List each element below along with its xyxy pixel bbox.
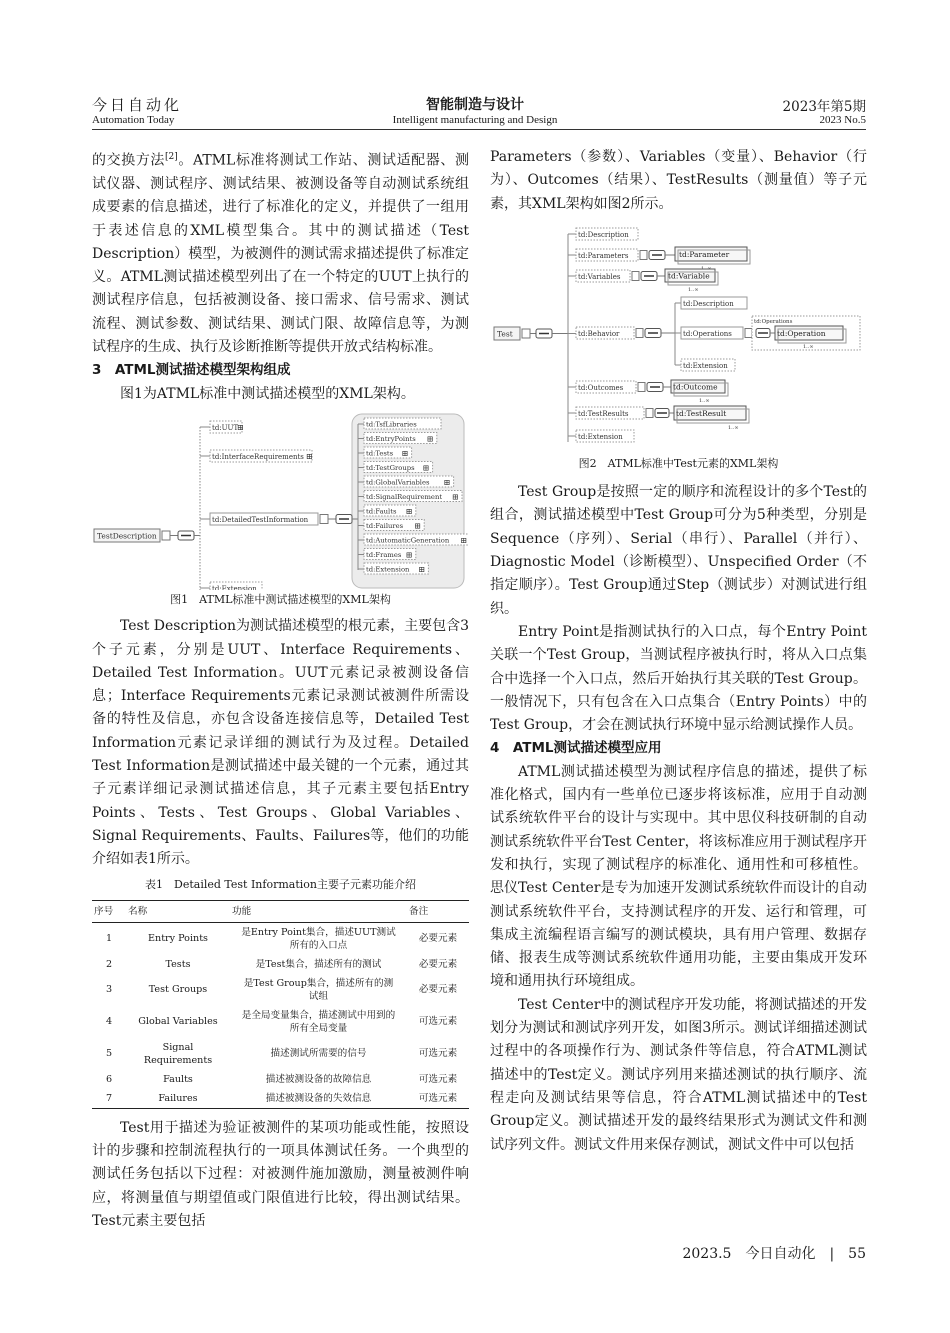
citation-ref: [2]	[165, 152, 178, 162]
svg-text:⊞: ⊞	[237, 422, 244, 432]
table-header-cell: 功能	[230, 900, 407, 922]
fig1-child-label: td:TsfLibraries	[366, 420, 417, 429]
fig1-child-label: td:Failures	[366, 521, 404, 530]
fig1-diagram	[92, 406, 469, 590]
table-cell: Faults	[163, 1073, 193, 1085]
fig1-child-label: td:Frames	[366, 550, 402, 559]
fig2-operation-label: td:Operation	[777, 328, 826, 338]
fig1-child-label: td:SignalRequirement	[366, 492, 443, 501]
figure-2	[490, 224, 867, 448]
table-cell: 描述被测设备的故障信息	[265, 1073, 372, 1085]
table-row	[92, 922, 469, 955]
fig2-outcome-mult: 1..∞	[699, 397, 710, 404]
table-cell: 可选元素	[418, 1048, 458, 1060]
header-rule	[92, 129, 866, 130]
table-row	[92, 1006, 469, 1038]
fig1-child-label: td:TestGroups	[366, 463, 415, 472]
right-paragraph-1: Parameters（参数）、Variables（变量）、Behavior（行为）、Outcomes（结果）、TestResults（测量值）等子元素，其XML架构如图2所示。	[490, 149, 867, 212]
table-cell: Test Groups	[148, 984, 208, 996]
fig2-behavior-label: td:Behavior	[578, 329, 620, 338]
fig2-extension-label: td:Extension	[578, 432, 623, 441]
table-cell: 可选元素	[407, 1089, 469, 1109]
table-cell: Signal Requirements	[143, 1041, 213, 1066]
fig2-caption: 图2 ATML标准中Test元素的XML架构	[578, 456, 779, 470]
table-cell: 5	[105, 1048, 113, 1060]
table-header-row	[92, 900, 469, 922]
fig1-expand-icon: ⊞	[405, 550, 413, 560]
fig2-outcomes-label: td:Outcomes	[578, 383, 624, 392]
table-cell: 必要元素	[418, 984, 458, 996]
table-cell: Global Variables	[138, 1016, 218, 1028]
fig1-expand-icon: ⊞	[452, 492, 459, 502]
table-cell: 可选元素	[418, 1016, 458, 1028]
section-title-en: Intelligent manufacturing and Design	[392, 114, 558, 126]
fig1-expand-icon: ⊞	[418, 564, 426, 574]
fig2-operations-group-label: td:Operations	[754, 318, 793, 325]
fig1-detailed-label: td:DetailedTestInformation	[212, 515, 309, 524]
fig2-b-description-label: td:Description	[683, 299, 734, 308]
table-cell: 1	[105, 933, 113, 945]
fig2-testresult-mult: 1..∞	[728, 424, 739, 431]
fig2-testresults-label: td:TestResults	[578, 409, 629, 418]
fig1-expand-icon: ⊞	[405, 506, 413, 516]
table-row	[92, 1089, 469, 1109]
fig1-child-label: td:Tests	[366, 449, 394, 458]
fig1-expand-icon: ⊞	[414, 521, 421, 531]
fig1-expand-icon: ⊞	[426, 434, 434, 444]
table-row	[92, 1070, 469, 1089]
fig1-expand-icon: ⊞	[460, 535, 468, 545]
fig2-variable-mult: 1..∞	[688, 286, 699, 293]
table-cell: 描述被测设备的失效信息	[230, 1089, 407, 1109]
table-cell: 4	[105, 1016, 113, 1028]
table-header-cell: 序号	[92, 900, 126, 922]
table-cell: 必要元素	[418, 958, 458, 970]
fig2-root-label: Test	[497, 329, 513, 339]
svg-text:⊞: ⊞	[306, 451, 313, 461]
table-cell: Entry Points	[148, 933, 208, 945]
table-row	[92, 974, 469, 1006]
right-paragraph-4: ATML测试描述模型为测试程序信息的描述，提供了标准化格式，国内有一些单位已逐步将该标准，应用于自动测试系统软件平台的设计与实现中。其中思仪科技研制的自动测试系统软件平台Test Center，将该标准应用于测试程序开发和执行，实现了测试程序的标准化、通用性和可移植性。思仪Test Center是专为加速开发测试系统软件而设计的自动测试系统软件平台，支持测试程序的开发、运行和管理，可集成主流编程语言编写的测试模块，具有用户管理、数据存储、报表生成等测试系统软件通用功能，主要由集成开发环境和通用执行环境组成。	[490, 763, 867, 990]
journal-name-en: Automation Today	[92, 114, 175, 126]
table-cell: 6	[105, 1073, 113, 1085]
table-row	[92, 1038, 469, 1070]
fig1-expand-icon: ⊞	[443, 477, 451, 487]
journal-name-cn: 今日自动化	[92, 96, 183, 114]
fig2-variables-label: td:Variables	[578, 272, 621, 281]
left-column	[92, 146, 469, 1233]
right-column	[490, 146, 867, 1157]
table-cell: 2	[105, 958, 113, 970]
fig1-caption: 图1 ATML标准中测试描述模型的XML架构	[170, 592, 391, 606]
left-paragraph-1: 的交换方法[2]。ATML标准将测试工作站、测试适配器、测试仪器、测试程序、测试结果、被测设备等自动测试系统组成要素的信息描述，进行了标准化的定义，并提供了一组用于表述信息的XML模型集合。其中的测试描述（Test Description）模型，为被测件的测试需求描述提供了标准定义。ATML测试描述模型列出了在一个特定的UUT上执行的测试程序信息，包括被测设备、接口需求、信号需求、测试流程、测试参数、测试结果、测试门限、故障信息等，为测试程序的生成、执行及诊断推断等提供开放式结构标准。	[92, 152, 469, 356]
fig1-uut-label: td:UUT	[212, 423, 239, 432]
section-4-heading: 4 ATML测试描述模型应用	[490, 740, 662, 757]
fig2-parameters-label: td:Parameters	[578, 251, 629, 260]
fig2-description-label: td:Description	[578, 230, 629, 239]
section-3-heading: 3 ATML测试描述模型架构组成	[92, 362, 291, 379]
fig2-parameter-label: td:Parameter	[679, 249, 730, 259]
table-cell: 可选元素	[418, 1073, 458, 1085]
table-cell: 是Entry Point集合，描述UUT测试所有的入口点	[241, 926, 396, 951]
left-paragraph-4: Test用于描述为验证被测件的某项功能或性能，按照设计的步骤和控制流程执行的一项具体测试任务。一个典型的测试任务包括以下过程：对被测件施加激励，测量被测件响应，将测量值与期望值或门限值进行比较，得出测试结果。Test元素主要包括	[92, 1119, 469, 1229]
fig2-outcome-label: td:Outcome	[673, 382, 718, 392]
right-paragraph-3: Entry Point是指测试执行的入口点，每个Entry Point关联一个Test Group，当测试程序被执行时，将从入口点集合中选择一个入口点，然后开始执行其关联的Test Group。一般情况下，只有包含在入口点集合（Entry Points）中的Test Group，才会在测试执行环境中显示给测试操作人员。	[490, 623, 867, 734]
table-cell: 7	[92, 1089, 126, 1109]
fig1-child-label: td:Extension	[366, 565, 410, 574]
fig1-expand-icon: ⊞	[422, 463, 430, 473]
fig1-root-label: TestDescription	[97, 531, 157, 541]
fig1-child-label: td:Faults	[366, 507, 397, 516]
left-paragraph-3: Test Description为测试描述模型的根元素，主要包含3个子元素，分别是UUT、Interface Requirements、Detailed Test Information。UUT元素记录被测设备信息；Interface Requirements元素记录测试被测件所需设备的特性及信息，亦包含设备连接信息等，Detailed Test Information元素记录详细的测试行为及过程。Detailed Test Information是测试描述中最关键的一个元素，通过其子元素详细记录测试描述信息，其子元素主要包括Entry Points、Tests、Test Groups、Global Variables、Signal Requirements、Faults、Failures等，他们的功能介绍如表1所示。	[92, 618, 469, 868]
fig2-testresult-label: td:TestResult	[676, 408, 727, 418]
fig1-root-toggle	[162, 531, 170, 540]
table-cell: 是全局变量集合，描述测试中用到的所有全局变量	[241, 1009, 396, 1034]
table-cell: 描述测试所需要的信号	[270, 1048, 367, 1060]
issue-en: 2023 No.5	[819, 114, 866, 126]
fig2-operations-label: td:Operations	[683, 329, 732, 338]
fig2-b-extension-label: td:Extension	[683, 361, 728, 370]
fig2-variable-label: td:Variable	[668, 271, 710, 281]
table-cell: 3	[105, 984, 113, 996]
table-cell: 必要元素	[418, 933, 458, 945]
table-1	[92, 900, 469, 1109]
fig1-child-label: td:EntryPoints	[366, 434, 416, 443]
left-paragraph-2: 图1为ATML标准中测试描述模型的XML架构。	[120, 385, 415, 402]
right-paragraph-5: Test Center中的测试程序开发功能，将测试描述的开发划分为测试和测试序列开发，如图3所示。测试详细描述测试过程中的各项操作行为、测试条件等信息，符合ATML测试描述中的Test定义。测试序列用来描述测试的执行顺序、流程走向及测试结果等信息，符合ATML测试描述中的Test Group定义。测试描述开发的最终结果形式为测试文件和测试序列文件。测试文件用来保存测试，测试文件中可以包括	[490, 996, 867, 1153]
page-footer: 2023.5 今日自动化 | 55	[682, 1246, 866, 1262]
fig1-expand-icon: ⊞	[401, 448, 409, 458]
fig1-interface-label: td:InterfaceRequirements	[212, 452, 304, 461]
fig2-operation-mult: 1..∞	[803, 343, 814, 350]
issue-cn: 2023年第5期	[782, 99, 866, 115]
fig1-child-label: td:GlobalVariables	[366, 478, 430, 487]
table-header-cell: 备注	[407, 900, 469, 922]
fig2-diagram	[490, 224, 867, 448]
table-row	[92, 955, 469, 974]
table-cell: 是Test集合，描述所有的测试	[255, 958, 382, 970]
right-paragraph-2: Test Group是按照一定的顺序和流程设计的多个Test的组合，测试描述模型中Test Group可分为5种类型，分别是Sequence（序列）、Serial（串行）、Parallel（并行）、Diagnostic Model（诊断模型）、Unspecified Order（不指定顺序）。Test Group通过Step（测试步）对测试进行组织。	[490, 484, 867, 617]
table-cell: Tests	[165, 958, 191, 970]
table-cell: 是Test Group集合，描述所有的测试组	[243, 977, 394, 1002]
table-cell: Failures	[126, 1089, 230, 1109]
table-header-cell: 名称	[126, 900, 230, 922]
figure-1	[92, 406, 469, 590]
section-title-cn: 智能制造与设计	[426, 97, 524, 113]
table1-caption: 表1 Detailed Test Information主要子元素功能介绍	[145, 878, 416, 892]
fig1-child-label: td:AutomaticGeneration	[366, 536, 450, 545]
fig1-extension-label: td:Extension	[212, 584, 257, 590]
